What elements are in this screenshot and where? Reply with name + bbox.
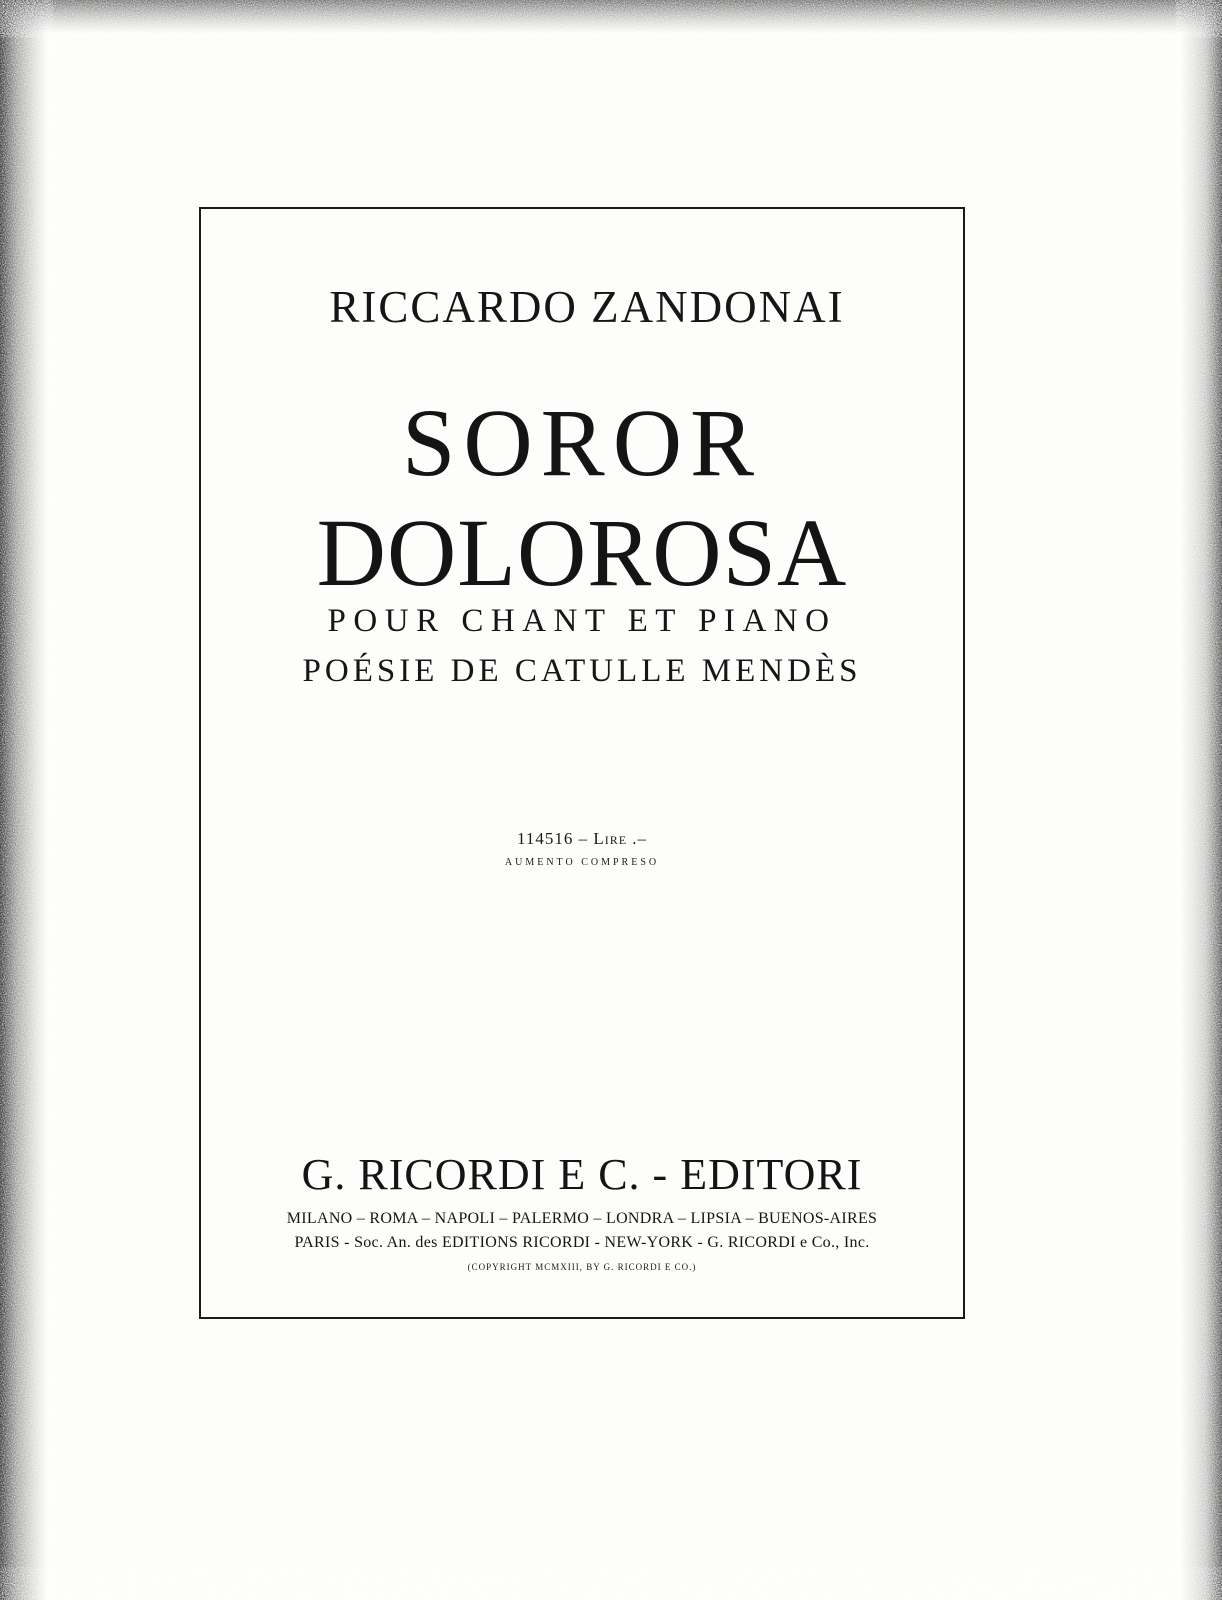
price-note: AUMENTO COMPRESO [504,857,660,868]
publisher-cities: MILANO – ROMA – NAPOLI – PALERMO – LONDRA – LIPSIA – BUENOS-AIRES [286,1210,878,1227]
title-line-2: DOLOROSA [316,499,848,606]
publisher-name: G. RICORDI E C. - EDITORI [301,1150,863,1199]
subtitle-voice-piano: POUR CHANT ET PIANO [327,603,837,639]
price-label: – Lire .– [578,829,648,848]
copyright-notice: (COPYRIGHT MCMXIII, BY G. RICORDI E CO.) [467,1262,697,1272]
composer-name: RICCARDO ZANDONAI [329,282,845,332]
catalog-number: 114516 [516,829,574,848]
catalog-price-line [201,829,963,849]
title-line-1: SOROR [401,389,763,496]
cover-frame [199,207,965,1319]
subtitle-poet: POÉSIE DE CATULLE MENDÈS [302,653,862,689]
publisher-branches: PARIS - Soc. An. des EDITIONS RICORDI - NEW-YORK - G. RICORDI e Co., Inc. [294,1234,870,1251]
